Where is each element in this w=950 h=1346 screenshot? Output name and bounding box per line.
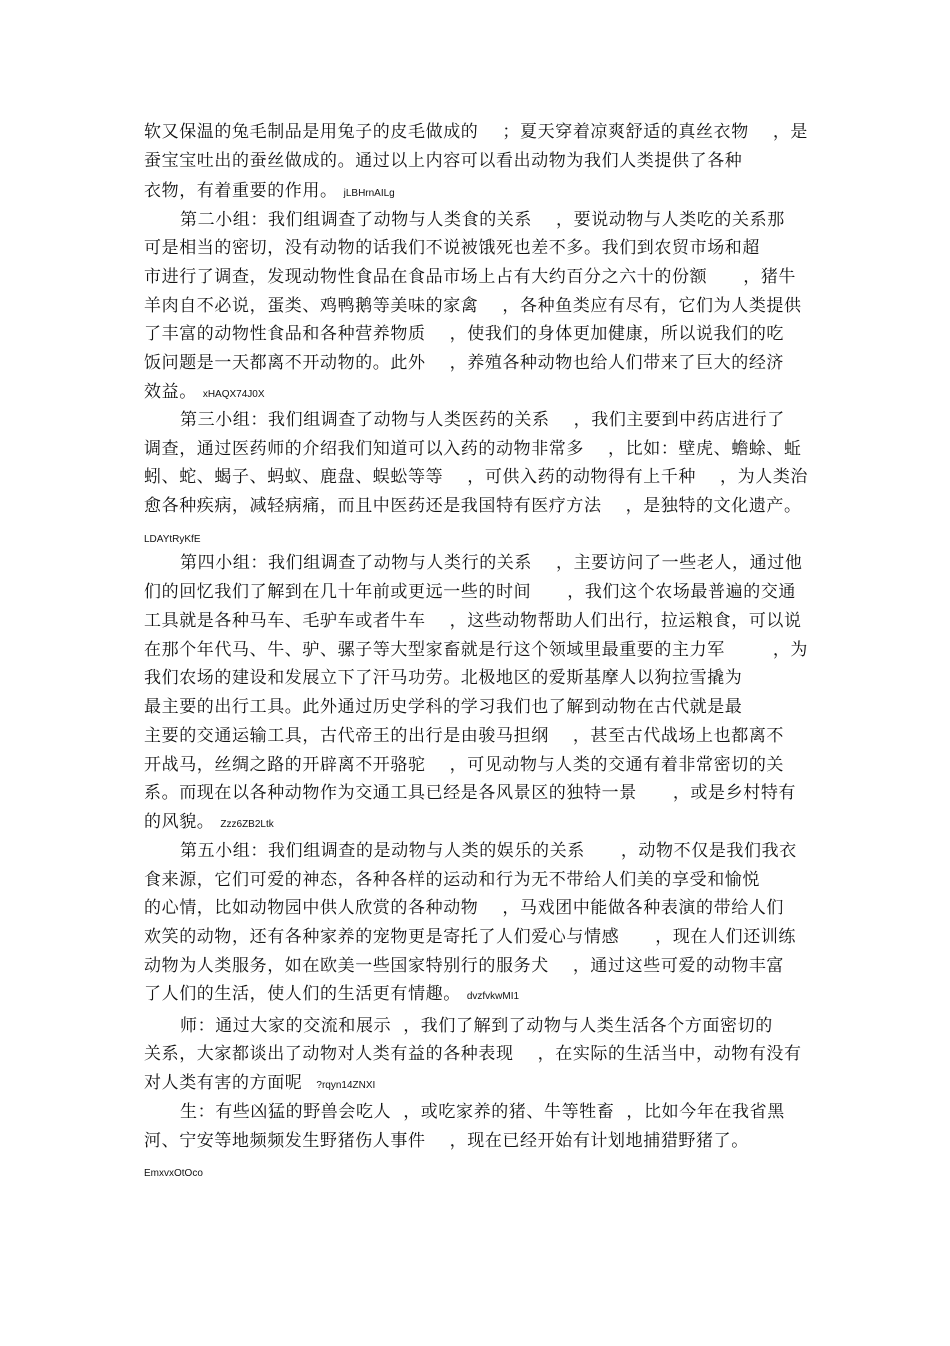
doc-code: xHAQX74J0X xyxy=(202,389,265,400)
teacher-paragraph-start: 师：通过大家的交流和展示 ，我们了解到了动物与人类生活各个方面密切的 xyxy=(180,1016,773,1036)
text-line: 系。而现在以各种动物作为交通工具已经是各风景区的独特一景 ，或是乡村特有 xyxy=(144,783,797,803)
text-line: 我们农场的建设和发展立下了汗马功劳。北极地区的爱斯基摩人以狗拉雪撬为 xyxy=(144,668,743,688)
text-line: 羊肉自不必说，蛋类、鸡鸭鹅等美味的家禽 ，各种鱼类应有尽有，它们为人类提供 xyxy=(144,296,802,316)
text-line-content: 了人们的生活，使人们的生活更有情趣。 xyxy=(144,984,461,1004)
text-line: 河、宁安等地频频发生野猪伤人事件 ，现在已经开始有计划地捕猎野猪了。 xyxy=(144,1131,749,1151)
text-line: 欢笑的动物，还有各种家养的宠物更是寄托了人们爱心与情感 ，现在人们还训练 xyxy=(144,927,797,947)
paragraph-group-2-start: 第二小组：我们组调查了动物与人类食的关系 ，要说动物与人类吃的关系那 xyxy=(180,210,785,230)
text-line xyxy=(144,983,519,1008)
doc-code: Zzz6ZB2Ltk xyxy=(220,819,274,830)
text-line-content: 衣物，有着重要的作用。 xyxy=(144,181,338,201)
text-line: 蚕宝宝吐出的蚕丝做成的。通过以上内容可以看出动物为我们人类提供了各种 xyxy=(144,151,743,171)
text-line: 在那个年代马、牛、驴、骡子等大型家畜就是行这个领域里最重要的主力军 ，为 xyxy=(144,640,809,660)
doc-code: LDAYtRyKfE xyxy=(144,534,201,545)
text-line: 最主要的出行工具。此外通过历史学科的学习我们也了解到动物在古代就是最 xyxy=(144,697,743,717)
text-line: 愈各种疾病，减轻病痛，而且中医药还是我国特有医疗方法 ，是独特的文化遗产。 xyxy=(144,496,802,516)
text-line: 市进行了调查，发现动物性食品在食品市场上占有大约百分之六十的份额 ，猪牛 xyxy=(144,267,797,287)
text-line xyxy=(144,811,274,836)
text-line: 们的回忆我们了解到在几十年前或更远一些的时间 ，我们这个农场最普遍的交通 xyxy=(144,582,797,602)
text-line: 关系，大家都谈出了动物对人类有益的各种表现 ，在实际的生活当中，动物有没有 xyxy=(144,1044,802,1064)
text-line: 调查，通过医药师的介绍我们知道可以入药的动物非常多 ，比如：壁虎、蟾蜍、蚯 xyxy=(144,439,802,459)
text-line-content: 对人类有害的方面呢 xyxy=(144,1073,303,1093)
student-paragraph-start: 生：有些凶猛的野兽会吃人 ，或吃家养的猪、牛等牲畜 ，比如今年在我省黑 xyxy=(180,1102,785,1122)
text-line: 可是相当的密切，没有动物的话我们不说被饿死也差不多。我们到农贸市场和超 xyxy=(144,238,760,258)
text-line: 工具就是各种马车、毛驴车或者牛车 ，这些动物帮助人们出行，拉运粮食，可以说 xyxy=(144,611,802,631)
text-line: 开战马，丝绸之路的开辟离不开骆驼 ，可见动物与人类的交通有着非常密切的关 xyxy=(144,755,785,775)
doc-code: EmxvxOtOco xyxy=(144,1168,203,1179)
paragraph-group-3-start: 第三小组：我们组调查了动物与人类医药的关系 ，我们主要到中药店进行了 xyxy=(180,410,785,430)
text-line: 软又保温的兔毛制品是用兔子的皮毛做成的 ；夏天穿着凉爽舒适的真丝衣物 ，是 xyxy=(144,122,809,142)
text-line: 蚓、蛇、蝎子、蚂蚁、鹿盘、蜈蚣等等 ，可供入药的动物得有上千种 ，为人类治 xyxy=(144,467,809,487)
text-line: 饭问题是一天都离不开动物的。此外 ，养殖各种动物也给人们带来了巨大的经济 xyxy=(144,353,785,373)
text-line-content: 效益。 xyxy=(144,382,197,402)
text-line-content: 的风貌。 xyxy=(144,812,215,832)
text-line xyxy=(144,1072,375,1097)
text-line: 了丰富的动物性食品和各种营养物质 ，使我们的身体更加健康，所以说我们的吃 xyxy=(144,324,785,344)
paragraph-group-4-start: 第四小组：我们组调查了动物与人类行的关系 ，主要访问了一些老人，通过他 xyxy=(180,553,803,573)
doc-code: dvzfvkwMI1 xyxy=(466,991,520,1002)
doc-code: ?rqyn14ZNXI xyxy=(316,1080,376,1091)
text-line: 动物为人类服务，如在欧美一些国家特别行的服务犬 ，通过这些可爱的动物丰富 xyxy=(144,956,785,976)
text-line: 主要的交通运输工具，古代帝王的出行是由骏马担纲 ，甚至古代战场上也都离不 xyxy=(144,726,785,746)
paragraph-group-5-start: 第五小组：我们组调查的是动物与人类的娱乐的关系 ，动物不仅是我们我衣 xyxy=(180,841,797,861)
text-line: 食来源，它们可爱的神态，各种各样的运动和行为无不带给人们美的享受和愉悦 xyxy=(144,870,760,890)
doc-code: jLBHrnAILg xyxy=(343,188,395,199)
text-line: 的心情，比如动物园中供人欣赏的各种动物 ，马戏团中能做各种表演的带给人们 xyxy=(144,898,785,918)
text-line xyxy=(144,180,395,205)
text-line xyxy=(144,381,265,406)
